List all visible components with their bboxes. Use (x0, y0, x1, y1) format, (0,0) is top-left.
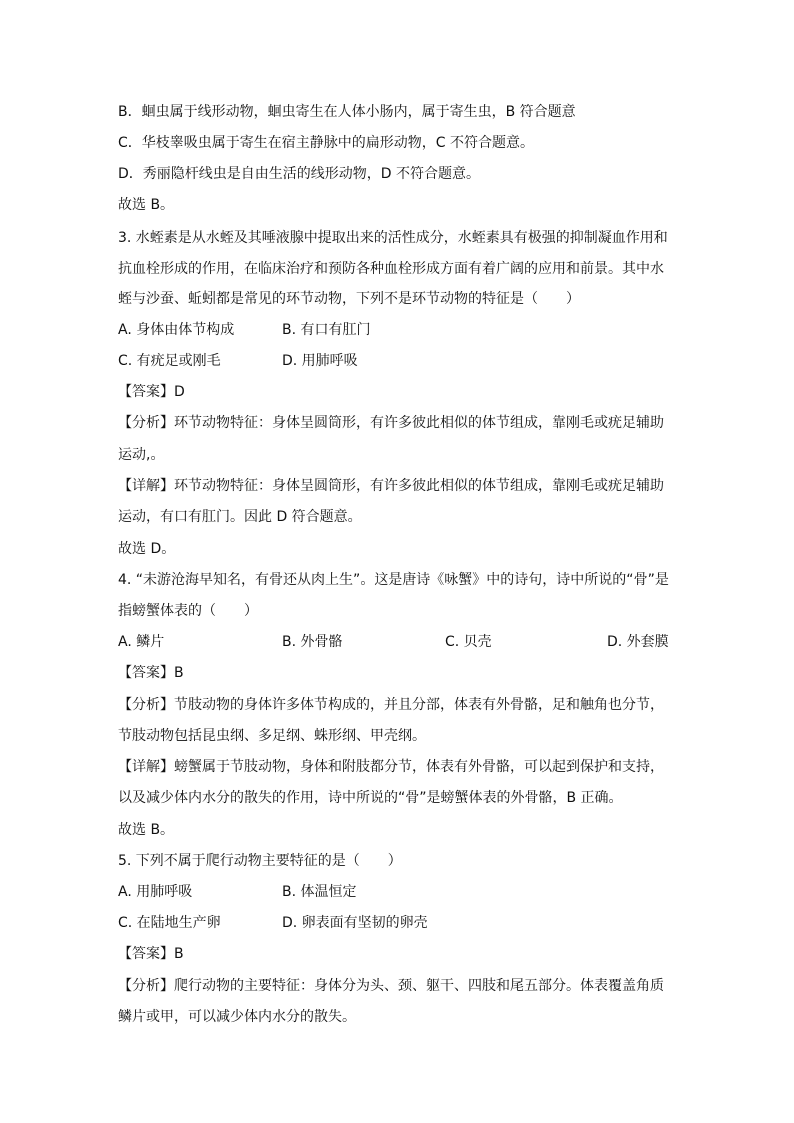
q3-option-a: A. 身体由体节构成 (118, 322, 235, 338)
q3-detail-line: 运动，有口有肛门。因此 D 符合题意。 (118, 509, 362, 525)
q3-detail-line: 【详解】环节动物特征：身体呈圆筒形，有许多彼此相似的体节组成，靠刚毛或疣足辅助 (118, 478, 664, 494)
q2-conclusion: 故选 B。 (118, 197, 175, 213)
q4-detail-line: 以及减少体内水分的散失的作用，诗中所说的“骨”是螃蟹体表的外骨骼，B 正确。 (118, 790, 623, 806)
q5-answer: 【答案】B (118, 946, 184, 962)
q5-option-d: D. 卵表面有坚韧的卵壳 (282, 915, 428, 931)
q3-analysis-line: 运动,。 (118, 447, 165, 463)
q4-answer: 【答案】B (118, 665, 184, 681)
q3-analysis-line: 【分析】环节动物特征：身体呈圆筒形，有许多彼此相似的体节组成，靠刚毛或疣足辅助 (118, 415, 664, 431)
q3-stem-line: 抗血栓形成的作用，在临床治疗和预防各种血栓形成方面有着广阔的应用和前景。其中水 (118, 261, 664, 277)
q4-conclusion: 故选 B。 (118, 822, 175, 838)
q4-stem-line: 4. “未游沧海早知名，有骨还从肉上生”。这是唐诗《咏蟹》中的诗句，诗中所说的“骨”是 (118, 572, 669, 588)
q4-detail-line: 【详解】螃蟹属于节肢动物，身体和附肢都分节，体表有外骨骼，可以起到保护和支持， (118, 759, 664, 775)
q4-stem-line: 指螃蟹体表的（ ） (118, 603, 258, 619)
q5-stem-line: 5. 下列不属于爬行动物主要特征的是（ ） (118, 853, 402, 869)
q4-option-b: B. 外骨骼 (282, 634, 343, 650)
q4-option-d: D. 外套膜 (607, 634, 669, 650)
q2-option-b-explanation: B．蛔虫属于线形动物，蛔虫寄生在人体小肠内，属于寄生虫，B 符合题意 (118, 104, 576, 120)
q3-answer: 【答案】D (118, 384, 185, 400)
q3-option-b: B. 有口有肛门 (282, 322, 371, 338)
q5-analysis-line: 【分析】爬行动物的主要特征：身体分为头、颈、躯干、四肢和尾五部分。体表覆盖角质 (118, 978, 664, 994)
q3-option-c: C. 有疣足或刚毛 (118, 353, 221, 369)
q3-option-d: D. 用肺呼吸 (282, 353, 358, 369)
q5-option-c: C. 在陆地生产卵 (118, 915, 221, 931)
q3-stem-line: 蛭与沙蚕、蚯蚓都是常见的环节动物，下列不是环节动物的特征是（ ） (118, 291, 580, 307)
q2-option-d-explanation: D．秀丽隐杆线虫是自由生活的线形动物，D 不符合题意。 (118, 166, 481, 182)
q4-option-a: A. 鳞片 (118, 634, 165, 650)
q5-option-a: A. 用肺呼吸 (118, 884, 193, 900)
q4-option-c: C. 贝壳 (445, 634, 492, 650)
q3-conclusion: 故选 D。 (118, 541, 176, 557)
q2-option-c-explanation: C．华枝睾吸虫属于寄生在宿主静脉中的扁形动物，C 不符合题意。 (118, 135, 534, 151)
q3-stem-line: 3. 水蛭素是从水蛭及其唾液腺中提取出来的活性成分，水蛭素具有极强的抑制凝血作用和 (118, 230, 668, 246)
q4-analysis-line: 【分析】节肢动物的身体许多体节构成的，并且分部，体表有外骨骼，足和触角也分节， (118, 697, 664, 713)
q5-analysis-line: 鳞片或甲，可以减少体内水分的散失。 (118, 1009, 356, 1025)
q4-analysis-line: 节肢动物包括昆虫纲、多足纲、蛛形纲、甲壳纲。 (118, 728, 426, 744)
q5-option-b: B. 体温恒定 (282, 884, 357, 900)
